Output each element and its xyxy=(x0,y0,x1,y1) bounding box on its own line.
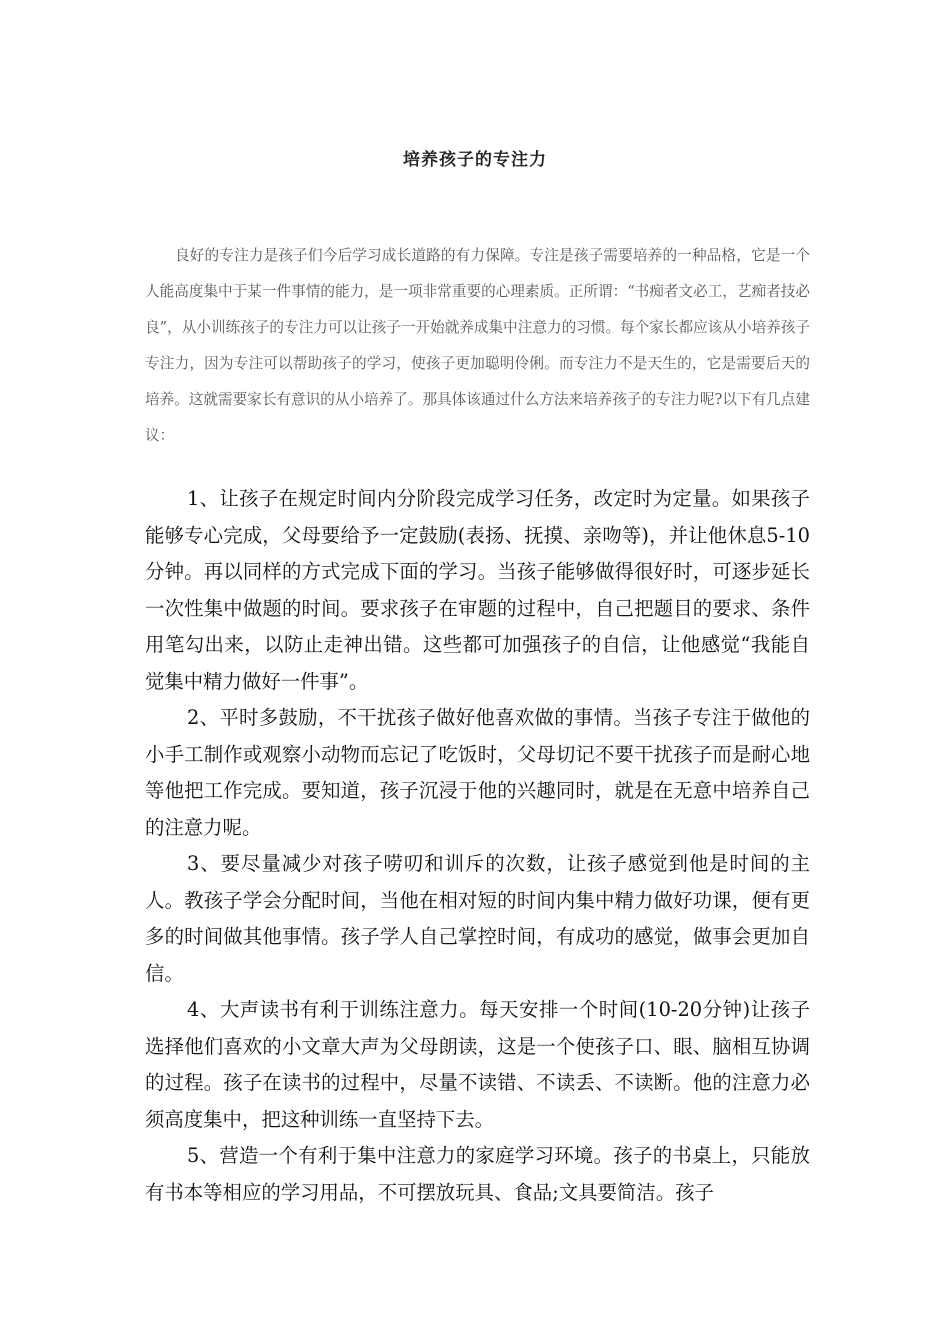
paragraph-5: 5、营造一个有利于集中注意力的家庭学习环境。孩子的书桌上，只能放有书本等相应的学习用品，不可摆放玩具、食品;文具要简洁。孩子 xyxy=(145,1144,810,1204)
paragraph-1: 1、让孩子在规定时间内分阶段完成学习任务，改定时为定量。如果孩子能够专心完成，父母要给予一定鼓励(表扬、抚摸、亲吻等)，并让他休息5-10分钟。再以同样的方式完成下面的学习。当孩子能够做得很好时，可逐步延长一次性集中做题的时间。要求孩子在审题的过程中，自己把题目的要求、条件用笔勾出来，以防止走神出错。这些都可加强孩子的自信，让他感觉“我能自觉集中精力做好一件事”。 xyxy=(145,487,810,693)
paragraph-4: 4、大声读书有利于训练注意力。每天安排一个时间(10-20分钟)让孩子选择他们喜欢的小文章大声为父母朗读，这是一个使孩子口、眼、脑相互协调的过程。孩子在读书的过程中，尽量不读错、不读丢、不读断。他的注意力必须高度集中，把这种训练一直坚持下去。 xyxy=(145,998,810,1131)
paragraph-2: 2、平时多鼓励，不干扰孩子做好他喜欢做的事情。当孩子专注于做他的小手工制作或观察小动物而忘记了吃饭时，父母切记不要干扰孩子而是耐心地等他把工作完成。要知道，孩子沉浸于他的兴趣同时，就是在无意中培养自己的注意力呢。 xyxy=(145,706,810,839)
document-body xyxy=(145,481,810,1211)
paragraph-3: 3、要尽量减少对孩子唠叨和训斥的次数，让孩子感觉到他是时间的主人。教孩子学会分配时间，当他在相对短的时间内集中精力做好功课，便有更多的时间做其他事情。孩子学人自己掌控时间，有成功的感觉，做事会更加自信。 xyxy=(145,852,810,985)
intro-paragraph: 良好的专注力是孩子们今后学习成长道路的有力保障。专注是孩子需要培养的一种品格，它是一个人能高度集中于某一件事情的能力，是一项非常重要的心理素质。正所谓：“书痴者文必工，艺痴者技必良”，从小训练孩子的专注力可以让孩子一开始就养成集中注意力的习惯。每个家长都应该从小培养孩子专注力，因为专注可以帮助孩子的学习，使孩子更加聪明伶俐。而专注力不是天生的，它是需要后天的培养。这就需要家长有意识的从小培养了。那具体该通过什么方法来培养孩子的专注力呢?以下有几点建议： xyxy=(145,247,810,444)
document-title: 培养孩子的专注力 xyxy=(403,150,547,170)
